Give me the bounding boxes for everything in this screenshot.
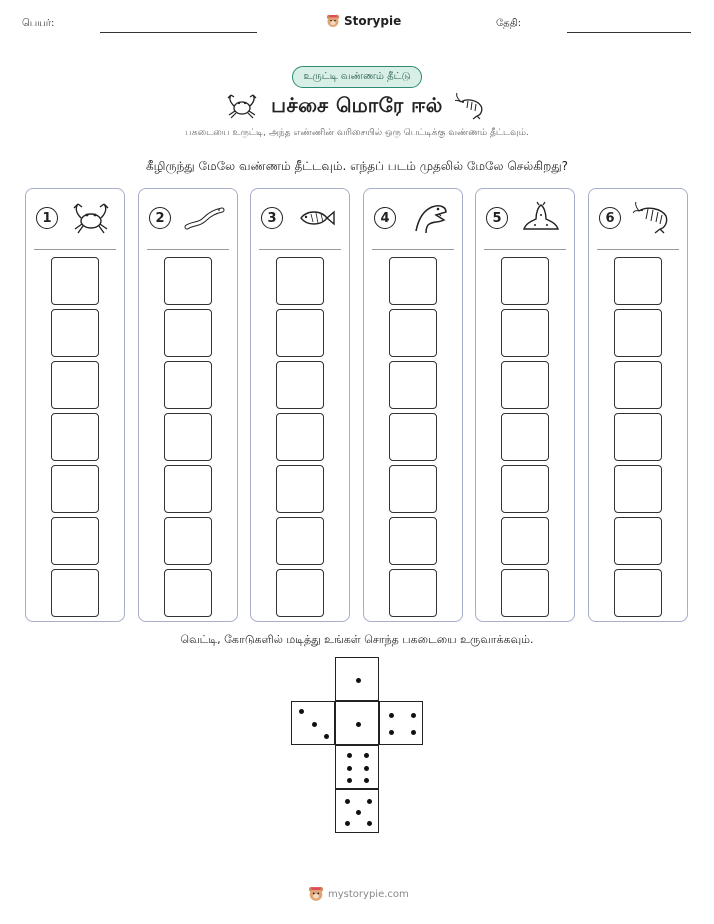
column-header — [372, 189, 454, 250]
column-header — [597, 189, 679, 250]
column-4 — [363, 188, 463, 622]
color-box[interactable] — [501, 517, 549, 565]
color-box[interactable] — [501, 465, 549, 513]
die-pip — [367, 799, 372, 804]
die-pip — [364, 753, 369, 758]
color-box[interactable] — [51, 569, 99, 617]
die-face-1 — [335, 701, 379, 745]
color-box[interactable] — [614, 361, 662, 409]
brand-logo — [326, 14, 401, 28]
fish-icon — [295, 201, 337, 235]
color-box[interactable] — [276, 569, 324, 617]
footer-site[interactable]: mystorypie.com — [328, 888, 409, 900]
sea-slug-icon — [520, 201, 562, 235]
column-3 — [250, 188, 350, 622]
column-header — [34, 189, 116, 250]
column-number: 4 — [374, 207, 396, 229]
color-box[interactable] — [164, 257, 212, 305]
color-box[interactable] — [389, 361, 437, 409]
die-pip — [356, 810, 361, 815]
color-box[interactable] — [164, 309, 212, 357]
column-number: 1 — [36, 207, 58, 229]
color-box[interactable] — [389, 465, 437, 513]
die-pip — [345, 821, 350, 826]
column-number: 5 — [486, 207, 508, 229]
color-box[interactable] — [389, 569, 437, 617]
name-label: பெயர்: — [22, 18, 55, 29]
color-box[interactable] — [276, 361, 324, 409]
column-number: 6 — [599, 207, 621, 229]
color-box[interactable] — [164, 517, 212, 565]
die-pip — [299, 709, 304, 714]
color-box[interactable] — [501, 361, 549, 409]
color-box[interactable] — [389, 309, 437, 357]
color-box[interactable] — [614, 413, 662, 461]
column-number: 3 — [261, 207, 283, 229]
subtitle: பகடையை உருட்டி, அந்த எண்ணின் வரிசையில் ஒரு பெட்டிக்கு வண்ணம் தீட்டவும். — [185, 128, 529, 138]
die-pip — [347, 753, 352, 758]
column-header — [147, 189, 229, 250]
color-box[interactable] — [164, 413, 212, 461]
title-row — [0, 92, 714, 120]
color-box[interactable] — [614, 465, 662, 513]
die-face-1 — [335, 657, 379, 701]
color-box[interactable] — [276, 309, 324, 357]
die-pip — [324, 734, 329, 739]
color-box[interactable] — [389, 257, 437, 305]
moray-eel-head-icon — [408, 201, 450, 235]
color-box[interactable] — [614, 517, 662, 565]
column-header — [484, 189, 566, 250]
column-6 — [588, 188, 688, 622]
color-box[interactable] — [276, 465, 324, 513]
color-box[interactable] — [51, 413, 99, 461]
color-box[interactable] — [51, 309, 99, 357]
color-box[interactable] — [51, 517, 99, 565]
color-box[interactable] — [614, 569, 662, 617]
storypie-bear-icon — [308, 886, 324, 902]
die-pip — [356, 678, 361, 683]
color-box[interactable] — [501, 309, 549, 357]
die-pip — [364, 778, 369, 783]
eel-icon — [183, 201, 225, 235]
color-box[interactable] — [51, 361, 99, 409]
color-box[interactable] — [276, 413, 324, 461]
activity-badge: உருட்டி வண்ணம் தீட்டு — [292, 66, 421, 88]
brand-name: Storypie — [344, 14, 402, 28]
color-box[interactable] — [51, 257, 99, 305]
die-face-5 — [335, 789, 379, 833]
die-pip — [389, 730, 394, 735]
color-box[interactable] — [614, 257, 662, 305]
color-box[interactable] — [164, 465, 212, 513]
die-pip — [347, 766, 352, 771]
shrimp-icon — [633, 201, 675, 235]
die-face-3 — [291, 701, 335, 745]
color-box[interactable] — [501, 569, 549, 617]
dice-instruction: வெட்டி, கோடுகளில் மடித்து உங்கள் சொந்த பகடையை உருவாக்கவும். — [180, 633, 534, 646]
die-pip — [356, 722, 361, 727]
column-1 — [25, 188, 125, 622]
color-box[interactable] — [51, 465, 99, 513]
die-pip — [367, 821, 372, 826]
crab-icon — [70, 201, 112, 235]
die-face-4 — [379, 701, 423, 745]
die-face-6 — [335, 745, 379, 789]
column-2 — [138, 188, 238, 622]
storypie-bear-icon — [326, 14, 340, 28]
color-box[interactable] — [164, 361, 212, 409]
footer — [308, 886, 409, 902]
column-5 — [475, 188, 575, 622]
die-pip — [411, 730, 416, 735]
date-label: தேதி: — [496, 18, 522, 29]
color-box[interactable] — [389, 517, 437, 565]
die-pip — [347, 778, 352, 783]
color-box[interactable] — [501, 413, 549, 461]
name-line — [100, 32, 257, 33]
color-box[interactable] — [389, 413, 437, 461]
column-number: 2 — [149, 207, 171, 229]
color-box[interactable] — [501, 257, 549, 305]
die-pip — [312, 722, 317, 727]
color-box[interactable] — [276, 517, 324, 565]
color-box[interactable] — [276, 257, 324, 305]
die-pip — [364, 766, 369, 771]
column-header — [259, 189, 341, 250]
page-title: பச்சை மொரே ஈல் — [271, 92, 443, 117]
date-line — [567, 32, 691, 33]
color-box[interactable] — [164, 569, 212, 617]
crab-icon — [225, 92, 259, 120]
die-pip — [345, 799, 350, 804]
color-box[interactable] — [614, 309, 662, 357]
die-pip — [411, 713, 416, 718]
die-pip — [389, 713, 394, 718]
instruction: கீழிருந்து மேலே வண்ணம் தீட்டவும். எந்தப் படம் முதலில் மேலே செல்கிறது? — [145, 159, 569, 173]
shrimp-icon — [455, 92, 489, 120]
